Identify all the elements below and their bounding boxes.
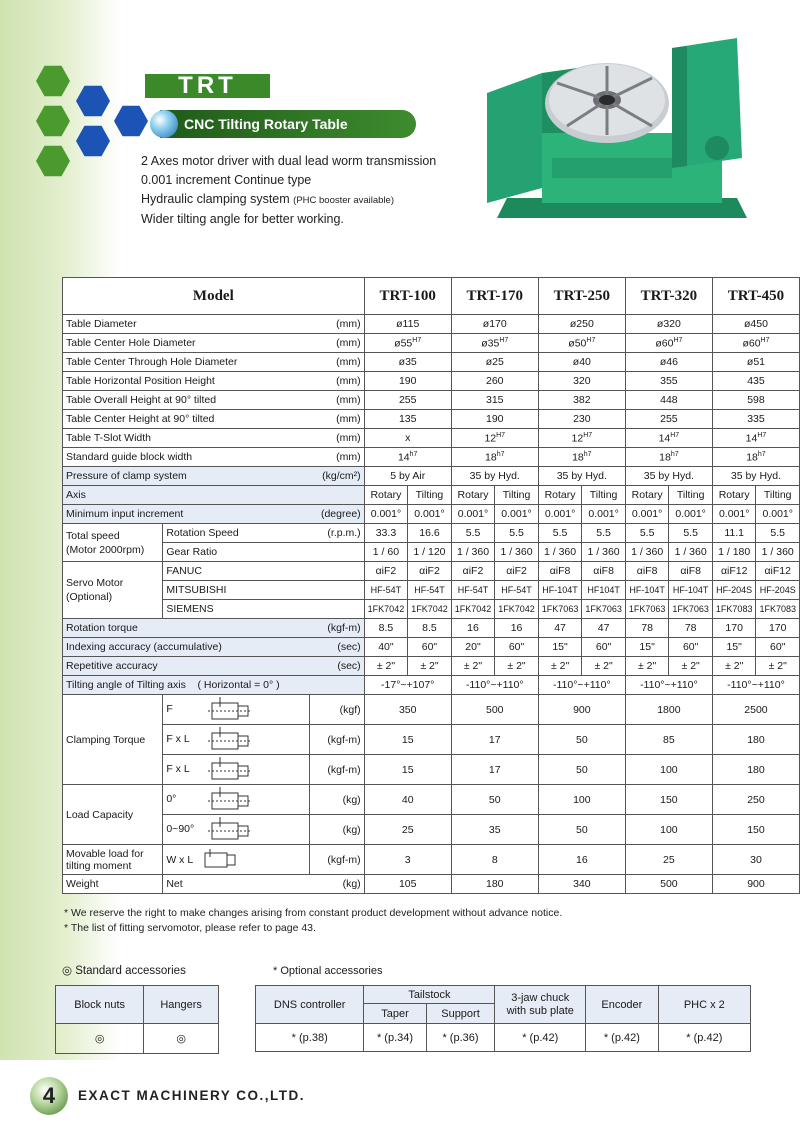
- spec-value: $ø55^{H7}$: [364, 334, 451, 353]
- spec-value: ø51: [712, 353, 799, 372]
- spec-value: 350: [364, 695, 451, 725]
- page-number: 4: [42, 1083, 56, 1108]
- spec-value: ø170: [451, 315, 538, 334]
- optional-value: * (p.42): [495, 1024, 586, 1052]
- specification-table: [62, 277, 800, 894]
- spec-value: 50: [538, 725, 625, 755]
- model-name: TRT-170: [451, 278, 538, 315]
- spec-value: ø250: [538, 315, 625, 334]
- mitsubishi-row: MITSUBISHI HF-54T HF-54T HF-54T HF-54T HF-104T HF104T HF-104T HF-104T HF-204S HF-204S: [63, 581, 800, 600]
- spec-value: $18^{h7}$: [538, 448, 625, 467]
- spec-label: Table Center Through Hole Diameter: [63, 353, 310, 372]
- fixture-diagram-icon: [206, 727, 254, 753]
- spec-value: ø450: [712, 315, 799, 334]
- spec-unit: (mm): [310, 391, 365, 410]
- tilting-rotary-table-image: [482, 38, 752, 228]
- encoder-header: Encoder: [586, 986, 659, 1024]
- spec-unit: (sec): [310, 638, 365, 657]
- axis-label: Axis: [63, 486, 365, 505]
- gear-ratio-label: Gear Ratio: [163, 543, 364, 562]
- weight-label: Weight: [63, 875, 163, 894]
- spec-value: 60": [669, 638, 713, 657]
- spec-value: ø320: [625, 315, 712, 334]
- clamping-torque-sym: F: [163, 695, 310, 725]
- clamping-torque-row: [63, 725, 800, 755]
- fanuc-label: FANUC: [163, 562, 364, 581]
- movable-load-label: Movable load for tilting moment: [63, 845, 163, 875]
- spec-value: $14^{H7}$: [712, 429, 799, 448]
- spec-row: [63, 315, 800, 334]
- spec-value: 250: [712, 785, 799, 815]
- spec-value: 180: [712, 755, 799, 785]
- spec-label: Rotation torque: [63, 619, 310, 638]
- spec-value: 47: [582, 619, 626, 638]
- spec-value: ø40: [538, 353, 625, 372]
- spec-value: 50: [451, 785, 538, 815]
- load-capacity-row: [63, 815, 800, 845]
- indexing-accuracy-row: [63, 638, 800, 657]
- spec-value: 500: [451, 695, 538, 725]
- spec-value: 5 by Air: [364, 467, 451, 486]
- spec-unit: (mm): [310, 410, 365, 429]
- model-name: TRT-100: [364, 278, 451, 315]
- feature-list: [141, 152, 436, 229]
- spec-value: 0.001°: [364, 505, 408, 524]
- spec-value: 180: [712, 725, 799, 755]
- spec-value: 255: [364, 391, 451, 410]
- standard-accessories-table: [55, 985, 219, 1054]
- optional-value: * (p.34): [364, 1024, 426, 1052]
- spec-value: $18^{h7}$: [712, 448, 799, 467]
- spec-value: ± 2": [364, 657, 408, 676]
- spec-row: [63, 391, 800, 410]
- spec-value: $ø60^{H7}$: [625, 334, 712, 353]
- support-header: Support: [426, 1004, 495, 1024]
- spec-value: 40": [364, 638, 408, 657]
- axis-value: Rotary: [364, 486, 408, 505]
- optional-value: * (p.42): [658, 1024, 750, 1052]
- spec-value: 260: [451, 372, 538, 391]
- axis-value: Rotary: [625, 486, 669, 505]
- spec-label: Table Diameter: [63, 315, 310, 334]
- axis-value: Rotary: [538, 486, 582, 505]
- spec-value: ± 2": [451, 657, 495, 676]
- spec-value: 0.001°: [582, 505, 626, 524]
- feature-item: 2 Axes motor driver with dual lead worm transmission: [141, 154, 437, 168]
- footnotes: [64, 906, 562, 936]
- fixture-diagram-icon: [206, 757, 254, 783]
- gear-ratio-row: Gear Ratio 1 / 60 1 / 120 1 / 360 1 / 360 1 / 360 1 / 360 1 / 360 1 / 360 1 / 180 1 / 360: [63, 543, 800, 562]
- spec-label: Table Center Hole Diameter: [63, 334, 310, 353]
- spec-unit: (mm): [310, 372, 365, 391]
- spec-value: $ø35^{H7}$: [451, 334, 538, 353]
- spec-value: 335: [712, 410, 799, 429]
- feature-item: 0.001 increment Continue type: [141, 173, 312, 187]
- weight-row: Weight Net (kg) 105 180 340 500 900: [63, 875, 800, 894]
- clamping-torque-sym: F x L: [163, 725, 310, 755]
- spec-label: Repetitive accuracy: [63, 657, 310, 676]
- tailstock-header: Tailstock: [364, 986, 495, 1004]
- clamping-torque-sym: F x L: [163, 755, 310, 785]
- spec-value: 60": [582, 638, 626, 657]
- spec-value: 35: [451, 815, 538, 845]
- product-subtitle: CNC Tilting Rotary Table: [160, 110, 416, 138]
- standard-accessories-title: ◎ Standard accessories: [62, 965, 186, 977]
- load-diagram-icon: [200, 849, 240, 871]
- optional-value: * (p.42): [586, 1024, 659, 1052]
- spec-label: Table T-Slot Width: [63, 429, 310, 448]
- company-name: EXACT MACHINERY CO.,LTD.: [78, 1088, 306, 1103]
- min-increment-row: [63, 505, 800, 524]
- mitsubishi-label: MITSUBISHI: [163, 581, 364, 600]
- spec-value: 8.5: [364, 619, 408, 638]
- spec-value: 50: [538, 815, 625, 845]
- load-capacity-sym: 0°: [163, 785, 310, 815]
- spec-label: Pressure of clamp system: [63, 467, 310, 486]
- spec-unit: (kg/cm²): [310, 467, 365, 486]
- movable-load-row: Movable load for tilting moment W x L (kgf-m) 3 8 16 25 30: [63, 845, 800, 875]
- phc-header: PHC x 2: [658, 986, 750, 1024]
- spec-value: 0.001°: [669, 505, 713, 524]
- spec-value: 60": [756, 638, 800, 657]
- spec-label: Table Center Height at 90° tilted: [63, 410, 310, 429]
- spec-value: ø35: [364, 353, 451, 372]
- clamping-torque-row: [63, 755, 800, 785]
- spec-value: 150: [625, 785, 712, 815]
- optional-value: * (p.38): [256, 1024, 364, 1052]
- spec-value: ± 2": [669, 657, 713, 676]
- spec-value: 2500: [712, 695, 799, 725]
- spec-value: 315: [451, 391, 538, 410]
- clamping-torque-row: [63, 695, 800, 725]
- spec-value: 78: [669, 619, 713, 638]
- spec-value: 0.001°: [712, 505, 756, 524]
- spec-value: 0.001°: [625, 505, 669, 524]
- spec-value: $12^{H7}$: [451, 429, 538, 448]
- spec-value: 50: [538, 755, 625, 785]
- rotation-speed-row: Total speed (Motor 2000rpm) Rotation Speed (r.p.m.) 33.3 16.6 5.5 5.5 5.5 5.5 5.5 5.5 11.1 5.5: [63, 524, 800, 543]
- fixture-diagram-icon: [206, 697, 254, 723]
- spec-value: 17: [451, 725, 538, 755]
- spec-value: 0.001°: [408, 505, 452, 524]
- hangers-header: Hangers: [144, 986, 219, 1024]
- spec-value: 435: [712, 372, 799, 391]
- axis-value: Tilting: [756, 486, 800, 505]
- spec-value: 35 by Hyd.: [625, 467, 712, 486]
- model-name: TRT-450: [712, 278, 799, 315]
- movable-load-sym: W x L: [163, 845, 310, 875]
- load-capacity-label: Load Capacity: [63, 785, 163, 845]
- optional-accessories-table: [255, 985, 751, 1052]
- spec-value: 16: [495, 619, 539, 638]
- axis-value: Tilting: [669, 486, 713, 505]
- spec-row: [63, 353, 800, 372]
- spec-value: $14^{h7}$: [364, 448, 451, 467]
- fixture-diagram-icon: [206, 787, 254, 813]
- spec-value: $18^{h7}$: [451, 448, 538, 467]
- spec-value: $14^{H7}$: [625, 429, 712, 448]
- spec-unit: (kgf-m): [310, 755, 365, 785]
- spec-value: 15: [364, 725, 451, 755]
- feature-text: Hydraulic clamping system: [141, 192, 290, 206]
- spec-value: 47: [538, 619, 582, 638]
- spec-value: 100: [538, 785, 625, 815]
- siemens-label: SIEMENS: [163, 600, 364, 619]
- feature-item: Wider tilting angle for better working.: [141, 212, 344, 226]
- spec-value: ± 2": [756, 657, 800, 676]
- product-badge: TRT: [145, 74, 270, 98]
- rotation-speed-unit: (r.p.m.): [310, 524, 365, 543]
- spec-unit: (degree): [310, 505, 365, 524]
- spec-value: 35 by Hyd.: [712, 467, 799, 486]
- spec-value: 60": [408, 638, 452, 657]
- spec-value: ø115: [364, 315, 451, 334]
- spec-value: 1800: [625, 695, 712, 725]
- feature-item: [141, 190, 436, 210]
- spec-unit: (kg): [310, 815, 365, 845]
- spec-value: ø25: [451, 353, 538, 372]
- spec-value: 355: [625, 372, 712, 391]
- spec-value: $ø60^{H7}$: [712, 334, 799, 353]
- footnote: * The list of fitting servomotor, please refer to page 43.: [64, 922, 316, 934]
- block-nuts-header: Block nuts: [56, 986, 144, 1024]
- spec-value: 170: [756, 619, 800, 638]
- spec-value: 40: [364, 785, 451, 815]
- spec-value: 0.001°: [451, 505, 495, 524]
- spec-value: 15: [364, 755, 451, 785]
- axis-value: Rotary: [712, 486, 756, 505]
- fanuc-row: Servo Motor (Optional) FANUC αiF2 αiF2 αiF2 αiF2 αiF8 αiF8 αiF8 αiF8 αiF12 αiF12: [63, 562, 800, 581]
- spec-value: 0.001°: [495, 505, 539, 524]
- spec-unit: (kgf): [310, 695, 365, 725]
- axis-value: Tilting: [495, 486, 539, 505]
- axis-value: Tilting: [582, 486, 626, 505]
- spec-value: 35 by Hyd.: [451, 467, 538, 486]
- spec-unit: (mm): [310, 315, 365, 334]
- spec-value: 15": [712, 638, 756, 657]
- spec-value: 100: [625, 755, 712, 785]
- spec-value: ± 2": [538, 657, 582, 676]
- spec-value: $12^{H7}$: [538, 429, 625, 448]
- globe-icon: [150, 110, 178, 138]
- siemens-row: SIEMENS 1FK7042 1FK7042 1FK7042 1FK7042 1FK7063 1FK7063 1FK7063 1FK7063 1FK7083 1FK7083: [63, 600, 800, 619]
- fixture-diagram-icon: [206, 817, 254, 843]
- spec-row: [63, 448, 800, 467]
- load-capacity-row: [63, 785, 800, 815]
- spec-row: [63, 467, 800, 486]
- spec-value: $ø50^{H7}$: [538, 334, 625, 353]
- tilting-angle-label: Tilting angle of Tilting axis ( Horizontal = 0° ): [63, 676, 310, 695]
- spec-value: 382: [538, 391, 625, 410]
- spec-unit: (kgf-m): [310, 619, 365, 638]
- spec-value: 190: [451, 410, 538, 429]
- spec-value: 16: [451, 619, 495, 638]
- taper-header: Taper: [364, 1004, 426, 1024]
- spec-unit: (mm): [310, 334, 365, 353]
- spec-value: 15": [538, 638, 582, 657]
- dns-controller-header: DNS controller: [256, 986, 364, 1024]
- spec-value: ± 2": [495, 657, 539, 676]
- spec-unit: (mm): [310, 353, 365, 372]
- chuck-header: 3-jaw chuck with sub plate: [495, 986, 586, 1024]
- spec-value: 25: [364, 815, 451, 845]
- load-capacity-sym: 0~90°: [163, 815, 310, 845]
- clamping-torque-label: Clamping Torque: [63, 695, 163, 785]
- spec-value: 150: [712, 815, 799, 845]
- tilting-angle-row: Tilting angle of Tilting axis ( Horizontal = 0° ) -17°~+107° -110°~+110° -110°~+110° -110°~+110° -110°~+110°: [63, 676, 800, 695]
- spec-value: 100: [625, 815, 712, 845]
- spec-unit: (kgf-m): [310, 725, 365, 755]
- spec-value: $18^{h7}$: [625, 448, 712, 467]
- spec-value: 8.5: [408, 619, 452, 638]
- hangers-value: ◎: [144, 1024, 219, 1054]
- spec-value: 598: [712, 391, 799, 410]
- model-name: TRT-250: [538, 278, 625, 315]
- spec-row: [63, 429, 800, 448]
- model-label: Model: [63, 278, 365, 315]
- model-name: TRT-320: [625, 278, 712, 315]
- spec-label: Table Horizontal Position Height: [63, 372, 310, 391]
- spec-value: 190: [364, 372, 451, 391]
- spec-row: [63, 372, 800, 391]
- spec-value: 448: [625, 391, 712, 410]
- spec-value: 0.001°: [538, 505, 582, 524]
- spec-value: 15": [625, 638, 669, 657]
- feature-note: (PHC booster available): [293, 195, 395, 206]
- spec-row: [63, 334, 800, 353]
- spec-value: ø46: [625, 353, 712, 372]
- spec-label: Standard guide block width: [63, 448, 310, 467]
- spec-value: 20": [451, 638, 495, 657]
- spec-unit: (mm): [310, 448, 365, 467]
- spec-value: 85: [625, 725, 712, 755]
- spec-value: 78: [625, 619, 669, 638]
- spec-value: 320: [538, 372, 625, 391]
- model-header-row: [63, 278, 800, 315]
- rotation-torque-row: [63, 619, 800, 638]
- rotation-speed-label: Rotation Speed: [163, 524, 310, 543]
- axis-value: Tilting: [408, 486, 452, 505]
- total-speed-label: Total speed (Motor 2000rpm): [63, 524, 163, 562]
- repetitive-accuracy-row: [63, 657, 800, 676]
- spec-value: ± 2": [408, 657, 452, 676]
- spec-unit: (kg): [310, 785, 365, 815]
- spec-value: x: [364, 429, 451, 448]
- spec-value: ± 2": [712, 657, 756, 676]
- spec-value: 230: [538, 410, 625, 429]
- axis-value: Rotary: [451, 486, 495, 505]
- spec-label: Indexing accuracy (accumulative): [63, 638, 310, 657]
- spec-row: [63, 410, 800, 429]
- spec-unit: (mm): [310, 429, 365, 448]
- spec-label: Table Overall Height at 90° tilted: [63, 391, 310, 410]
- spec-value: 255: [625, 410, 712, 429]
- spec-value: 135: [364, 410, 451, 429]
- axis-row: [63, 486, 800, 505]
- spec-value: 0.001°: [756, 505, 800, 524]
- spec-value: 170: [712, 619, 756, 638]
- spec-unit: (sec): [310, 657, 365, 676]
- spec-label: Minimum input increment: [63, 505, 310, 524]
- footnote: * We reserve the right to make changes arising from constant product development without advance notice.: [64, 907, 563, 919]
- optional-accessories-title: * Optional accessories: [273, 965, 383, 977]
- spec-value: 900: [538, 695, 625, 725]
- spec-value: 35 by Hyd.: [538, 467, 625, 486]
- servo-motor-label: Servo Motor (Optional): [63, 562, 163, 619]
- spec-value: ± 2": [582, 657, 626, 676]
- spec-value: 60": [495, 638, 539, 657]
- spec-value: 17: [451, 755, 538, 785]
- block-nuts-value: ◎: [56, 1024, 144, 1054]
- spec-value: ± 2": [625, 657, 669, 676]
- optional-value: * (p.36): [426, 1024, 495, 1052]
